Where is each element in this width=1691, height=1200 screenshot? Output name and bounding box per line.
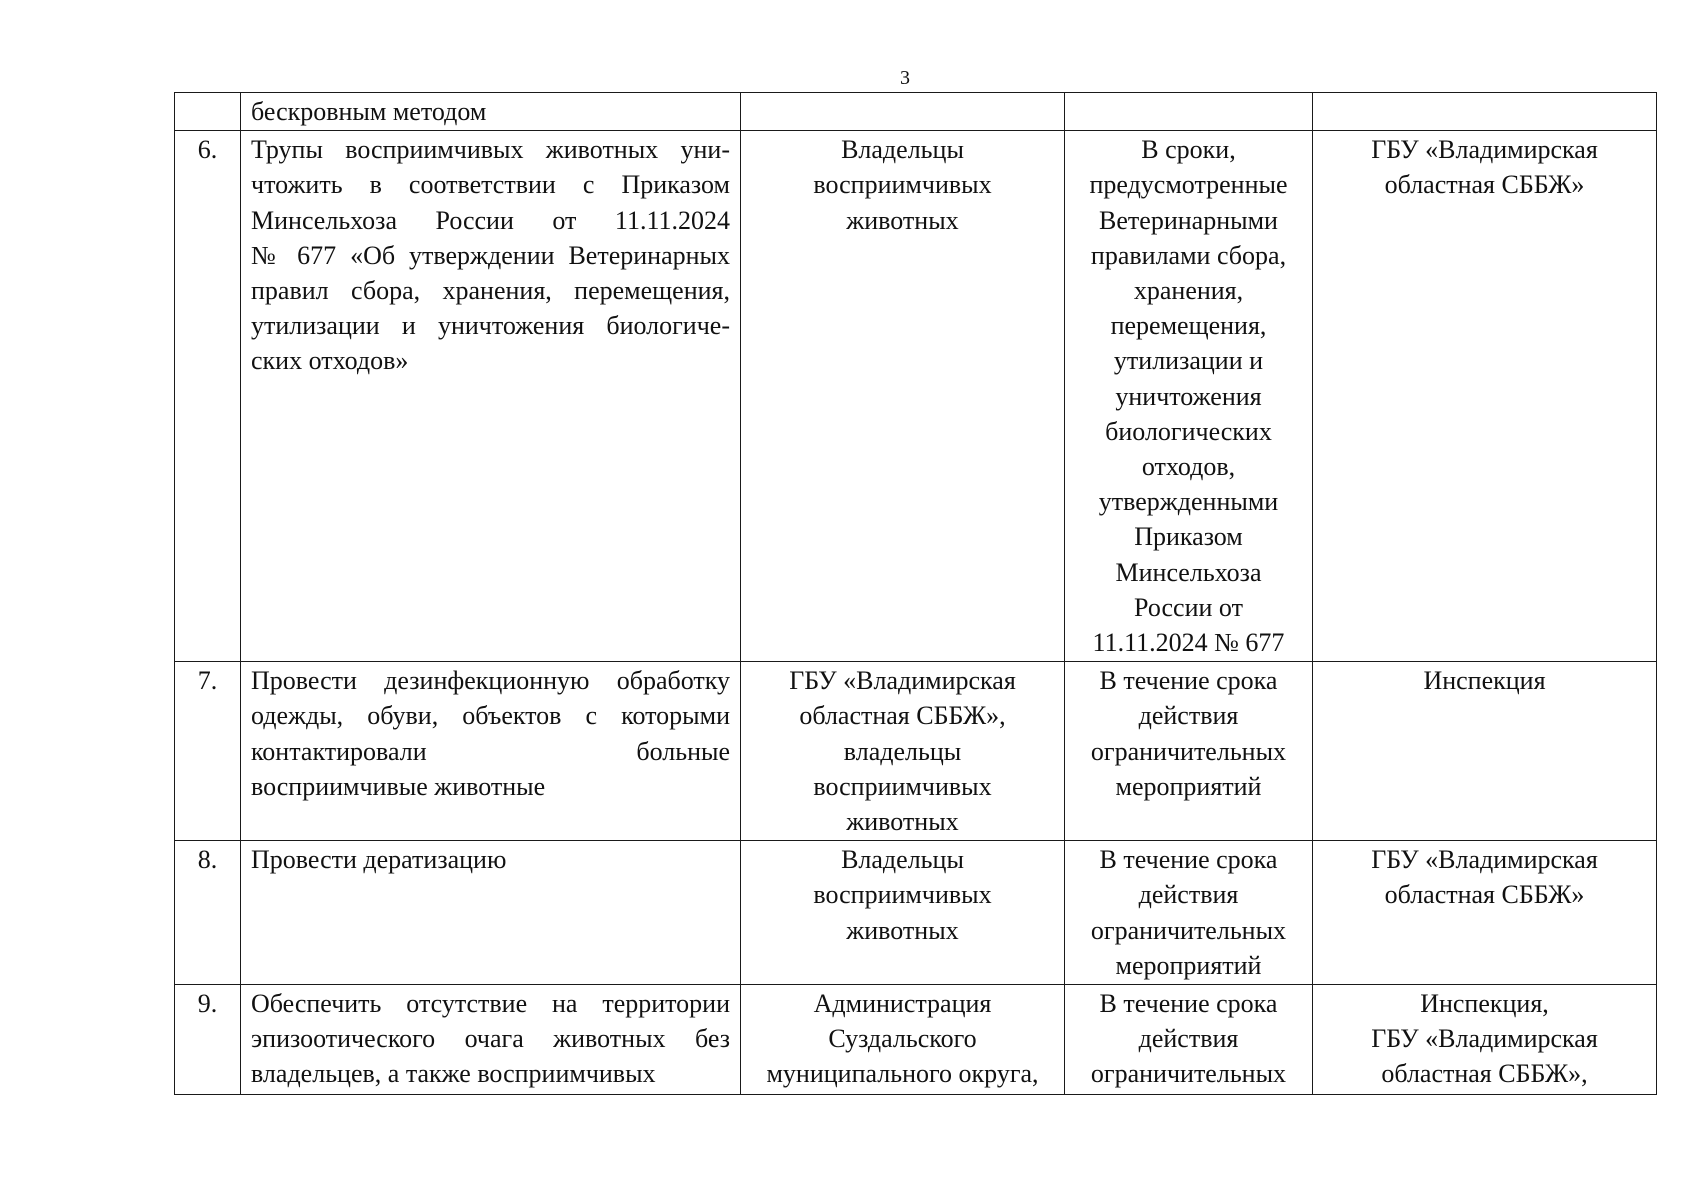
executor-cell [741,131,1065,662]
task-cell [241,93,741,131]
cell-text-line: ограничительных [1090,1059,1287,1089]
executor-cell [741,985,1065,1095]
row-number: 9. [175,985,241,1095]
row-number [175,93,241,131]
cell-text-line: ГБУ «Владимирская [1371,135,1598,165]
cell-text-line: ГБУ «Владимирская [1371,845,1598,875]
deadline-cell [1065,131,1313,662]
cell-text-line: 11.11.2024 № 677 [1092,628,1285,658]
cell-text-line: мероприятий [1115,950,1262,980]
cell-text-line: действия [1138,1024,1239,1054]
cell-text-line: владельцев, а также восприимчивых [251,1059,656,1089]
row-number: 7. [175,662,241,841]
cell-text-line: № 677 «Об утверждении Ветеринарных [251,240,730,270]
table-row [175,131,1657,662]
cell-text-line: бескровным методом [251,97,487,126]
deadline-cell [1065,93,1313,131]
deadline-cell [1065,662,1313,841]
measures-table [174,92,1657,1095]
cell-text-line: уничтожения [1115,381,1262,411]
control-cell [1313,93,1657,131]
task-cell [241,662,741,841]
cell-text-line: Минсельхоза России от 11.11.2024 [251,205,730,235]
cell-text-line: владельцы [843,736,962,766]
cell-text-line: Инспекция [1423,666,1546,696]
cell-text-line: ГБУ «Владимирская [789,666,1016,696]
cell-text-line: животных [846,807,959,837]
cell-text-line: биологических [1105,416,1272,446]
cell-text-line: Суздальского [828,1024,977,1054]
cell-text-line: правилами сбора, [1090,240,1287,270]
cell-text-line: предусмотренные [1089,170,1288,200]
executor-cell [741,841,1065,985]
cell-text-line: восприимчивые животные [251,771,546,801]
cell-text-line: ГБУ «Владимирская [1371,1024,1598,1054]
cell-text-line: Инспекция, [1420,989,1549,1019]
cell-text-line: действия [1138,701,1239,731]
page-number: 3 [900,67,910,89]
cell-text-line: В течение срока [1099,845,1278,875]
cell-text-line: В сроки, [1141,135,1236,165]
table-body [175,93,1657,1095]
cell-text-line: Администрация [813,989,992,1019]
cell-text-line: утилизации и уничтожения биологиче- [251,311,730,341]
cell-text-line: восприимчивых [813,880,992,910]
executor-cell [741,662,1065,841]
cell-text-line: Владельцы [841,845,964,875]
cell-text-line: Обеспечить отсутствие на территории [251,989,730,1019]
control-cell [1313,985,1657,1095]
cell-text-line: Ветеринарными [1099,205,1278,235]
cell-text-line: областная СББЖ» [1384,880,1585,910]
cell-text-line: мероприятий [1115,771,1262,801]
cell-text-line: В течение срока [1099,989,1278,1019]
cell-text-line: областная СББЖ», [1381,1059,1588,1089]
cell-text-line: ограничительных [1090,736,1287,766]
control-cell [1313,131,1657,662]
cell-text-line: Минсельхоза [1115,557,1262,587]
cell-text-line: Трупы восприимчивых животных уни- [251,135,730,165]
cell-text-line: Провести дезинфекционную обработку [251,666,730,696]
table-row [175,841,1657,985]
task-cell [241,131,741,662]
cell-text-line: перемещения, [1110,311,1267,341]
deadline-cell [1065,985,1313,1095]
table-row [175,985,1657,1095]
task-cell [241,985,741,1095]
cell-text-line: правил сбора, хранения, перемещения, [251,276,730,306]
cell-text-line: контактировали больные [251,736,730,766]
cell-text-line: действия [1138,880,1239,910]
cell-text-line: областная СББЖ» [1384,170,1585,200]
cell-text-line: животных [846,205,959,235]
cell-text-line: восприимчивых [813,771,992,801]
table-row [175,662,1657,841]
cell-text-line: отходов, [1141,452,1236,482]
cell-text-line: чтожить в соответствии с Приказом [251,170,730,200]
cell-text-line: Владельцы [841,135,964,165]
cell-text-line: животных [846,915,959,945]
cell-text-line: Приказом [1134,522,1243,552]
cell-text-line: России от [1134,592,1243,622]
executor-cell [741,93,1065,131]
cell-text-line: муниципального округа, [766,1059,1039,1089]
cell-text-line: утвержденными [1098,487,1279,517]
cell-text-line: хранения, [1133,276,1244,306]
cell-text-line: В течение срока [1099,666,1278,696]
table-row [175,93,1657,131]
cell-text-line: областная СББЖ», [799,701,1006,731]
control-cell [1313,841,1657,985]
cell-text-line: утилизации и [1113,346,1264,376]
cell-text-line: ограничительных [1090,915,1287,945]
task-cell [241,841,741,985]
cell-text-line: эпизоотического очага животных без [251,1024,730,1054]
row-number: 6. [175,131,241,662]
cell-text-line: одежды, обуви, объектов с которыми [251,701,730,731]
control-cell [1313,662,1657,841]
cell-text-line: ских отходов» [251,346,409,376]
deadline-cell [1065,841,1313,985]
cell-text-line: Провести дератизацию [251,845,507,875]
cell-text-line: восприимчивых [813,170,992,200]
row-number: 8. [175,841,241,985]
